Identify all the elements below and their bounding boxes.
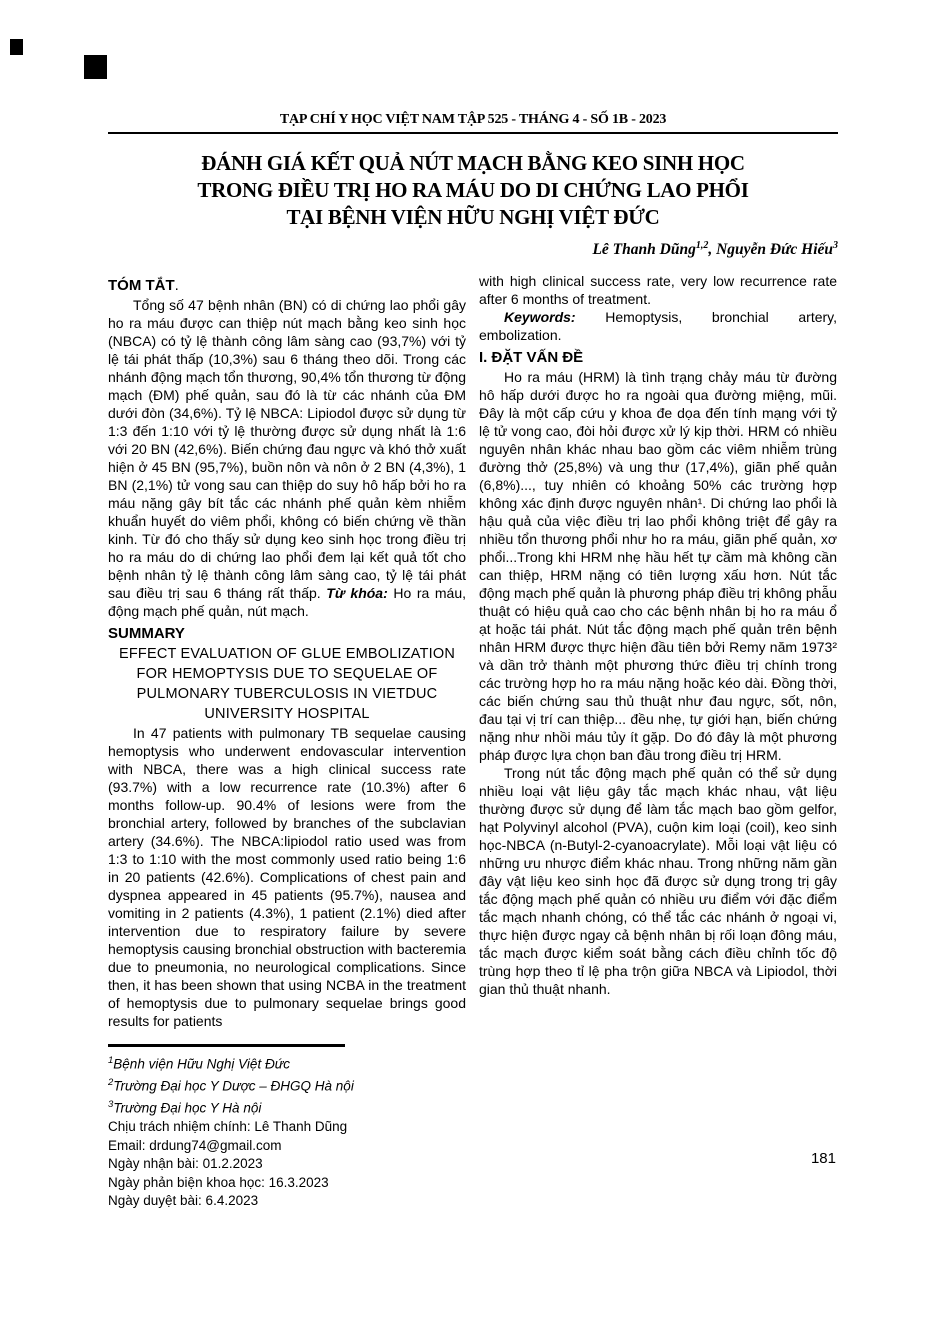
article-title-line-1: ĐÁNH GIÁ KẾT QUẢ NÚT MẠCH BẰNG KEO SINH HỌC <box>201 151 745 175</box>
scan-mark-small <box>10 39 23 55</box>
abstract-vi-keywords-text: Ho ra máu, động mạch phế quản, nút mạch. <box>108 585 467 620</box>
page-number: 181 <box>810 1150 836 1167</box>
article-title-line-3: TẠI BỆNH VIỆN HỮU NGHỊ VIỆT ĐỨC <box>286 205 660 229</box>
abstract-en-continued: with high clinical success rate, very low recurrence rate after 6 months of treatment. <box>479 273 837 308</box>
affiliation-1-marker: 1 <box>108 1055 114 1067</box>
left-column <box>108 272 466 1211</box>
abstract-vi-body: Tổng số 47 bệnh nhân (BN) có di chứng lao phổi gây ho ra máu được can thiệp nút mạch bằng keo sinh học (NBCA) có tỷ lệ thành công lâm sàng cao (93,7%) với tỷ lệ tái phát thấp (10,3%) sau 6 tháng theo dõi. Trong các nhánh động mạch tổn thương, 90,4% tổn thương từ động mạch (ĐM) phế quản, sau đó là từ các nhánh của ĐM dưới đòn (34,6%). Tỷ lệ NBCA: Lipiodol được sử dụng từ 1:3 đến 1:10 với tỷ lệ thường được sử dụng nhất là 1:6 với 20 BN (42,6%). Biến chứng đau ngực và khó thở xuất hiện ở 45 BN (95,7%), buồn nôn và nôn ở 2 BN (4,3%), 1 BN (2,1%) tử vong sau can thiệp do suy hô hấp bởi ho ra máu nặng gây bít tắc các nhánh phế quản kèm nhiễm khuẩn huyết do viêm phổi, không có biến chứng về thần kinh. Từ đó cho thấy sử dụng keo sinh học trong điều trị ho ra máu do di chứng lao phổi đem lại kết quả tốt cho bệnh nhân tỷ lệ thành công lâm sàng cao, tỷ lệ tái phát sau điều trị sau 6 tháng rất thấp. <box>108 297 466 602</box>
abstract-vi-heading-period: . <box>174 277 179 295</box>
abstract-en-paragraph: In 47 patients with pulmonary TB sequelae causing hemoptysis who underwent endovascular intervention with NBCA, there was a high clinical success rate (93.7%) with a low recurrence rate (10.3%) after 6 months follow-up. 90.4% of lesions were from the bronchial artery, followed by branches of the subclavian artery (34.6%). The NBCA:lipiodol ratio used was from 1:3 to 1:10 with the most commonly used ratio being 1:6 in 20 patients (42.6%). Complications of chest pain and dyspnea appeared in 45 patients (95.7%), nausea and vomiting in 2 patients (4.3%), 1 patient (2.1%) died after intervention due to respiratory failure by severe hemoptysis causing bronchial obstruction with bacteremia due to pneumonia, no neurological complications. Since then, it has been shown that using NCBA in the treatment of hemoptysis due to pulmonary sequelae brings good results for patients <box>108 725 466 1030</box>
author-2-affiliation-marker: 3 <box>833 240 838 251</box>
corresponding-author-line: Chịu trách nhiệm chính: Lê Thanh Dũng <box>108 1119 348 1135</box>
introduction-paragraph-1: Ho ra máu (HRM) là tình trạng chảy máu từ đường hô hấp dưới được ho ra ngoài qua đường miệng, mũi. Đây là một cấp cứu y khoa đe dọa đến tính mạng với tỷ lệ tử vong cao, đòi hỏi được xử lý kịp thời. HRM có nhiều nguyên nhân khác nhau bao gồm các viêm nhiễm trùng đường thở (25,8%) và ung thư (17,4%), giãn phế quản (6,8%)..., tuy nhiên có khoảng 50% các trường hợp không xác định được nguyên nhân¹. Di chứng lao phổi là hậu quả của việc điều trị lao phổi không triệt để gây ra nhiều tổn thương phổi như ho ra máu, giãn phế quản, xơ phổi...Trong khi HRM nhẹ hầu hết tự cầm mà không cần can thiệp, HRM nặng có tiên lượng xấu hơn. Nút tắc động mạch phế quản là phương pháp điều trị không phẫu thuật có hiệu quả cao cho các bệnh nhân bị ho ra máu ổ ạt hoặc tái phát. Nút tắc động mạch phế quản trên bệnh nhân HRM được thực hiện đầu tiên bởi Remy năm 1973² và dần trở thành một phương thức điều trị chính trong các trường hợp ho ra máu nặng hoặc kéo dài. Đồng thời, các biến chứng sau thủ thuật như đau ngực, sốt, nôn, đau tại vị trí can thiệp... đều nhẹ, tự giới hạn, biến chứng nặng như nhồi máu tủy ít gặp. Do đó đây là một phương pháp được lựa chọn ban đầu trong điều trị HRM. <box>479 369 837 764</box>
abstract-en-keywords-paragraph <box>479 308 837 344</box>
footnote-rule <box>108 1044 345 1047</box>
abstract-vi-keywords-label: Từ khóa: <box>326 585 388 602</box>
reviewed-date-line: Ngày phản biện khoa học: 16.3.2023 <box>108 1174 329 1190</box>
email-line: Email: drdung74@gmail.com <box>108 1137 282 1153</box>
introduction-heading: I. ĐẶT VẤN ĐỀ <box>479 349 584 367</box>
summary-heading-text: SUMMARY <box>108 625 185 643</box>
affiliation-3-marker: 3 <box>108 1099 114 1111</box>
english-title: EFFECT EVALUATION OF GLUE EMBOLIZATION FOR HEMOPTYSIS DUE TO SEQUELAE OF PULMONARY TUBERCULOSIS IN VIETDUC UNIVERSITY HOSPITAL <box>118 646 456 723</box>
authors-line <box>108 240 838 259</box>
affiliation-3-text: Trường Đại học Y Hà nội <box>113 1100 262 1116</box>
two-column-body <box>108 272 838 1211</box>
affiliation-2-text: Trường Đại học Y Dược – ĐHGQ Hà nội <box>113 1078 354 1094</box>
abstract-vi-paragraph <box>108 296 466 620</box>
accepted-date-line: Ngày duyệt bài: 6.4.2023 <box>108 1193 259 1209</box>
abstract-vi-heading-text: TÓM TẮT <box>108 277 175 295</box>
affiliation-2-marker: 2 <box>108 1077 114 1089</box>
affiliation-1-text: Bệnh viện Hữu Nghị Việt Đức <box>113 1056 290 1072</box>
affiliation-3 <box>108 1096 466 1118</box>
journal-header <box>108 112 838 134</box>
abstract-en-keywords-text: Hemoptysis, bronchial artery, embolization. <box>479 309 838 344</box>
affiliation-1 <box>108 1052 466 1074</box>
page-content <box>108 0 838 1211</box>
abstract-en-keywords-label: Keywords: <box>504 309 576 326</box>
article-title <box>108 150 838 231</box>
author-1-name: Lê Thanh Dũng <box>592 241 696 259</box>
article-title-line-2: TRONG ĐIỀU TRỊ HO RA MÁU DO DI CHỨNG LAO PHỔI <box>197 178 749 202</box>
scan-mark-large <box>84 55 107 79</box>
footnote-block <box>108 1044 466 1211</box>
received-date-line: Ngày nhận bài: 01.2.2023 <box>108 1156 263 1172</box>
journal-header-text: TẠP CHÍ Y HỌC VIỆT NAM TẬP 525 - THÁNG 4 - SỐ 1B - 2023 <box>279 112 667 127</box>
authors-separator: , <box>708 241 717 259</box>
introduction-paragraph-2: Trong nút tắc động mạch phế quản có thể sử dụng nhiều loại vật liệu gây tắc mạch khác nhau, vật liệu thường được sử dụng để làm tắc mạch bao gồm gelfor, hạt Polyvinyl alcohol (PVA), cuộn kim loại (coil), keo sinh học-NBCA (n-Butyl-2-cyanoacrylate). Mỗi loại vật liệu có những ưu nhược điểm khác nhau. Trong những năm gần đây vật liệu keo sinh học đã được sử dụng trong trị gây tắc động mạch phế quản có nhiều ưu điểm với đặc điểm tắc mạch nhanh chóng, có thể tắc các nhánh ở ngoại vi, thực hiện được ngay cả bệnh nhân bị rối loạn đông máu, tắc mạch được kiểm soát bằng cách điều chỉnh tốc độ trùng hợp theo tỉ lệ pha trộn giữa NBCA và Lipiodol, thời gian thủ thuật nhanh. <box>479 765 837 998</box>
right-column <box>479 272 837 1211</box>
abstract-vi-heading <box>108 276 466 295</box>
summary-heading <box>108 624 466 643</box>
affiliation-2 <box>108 1074 466 1096</box>
author-1-affiliation-marker: 1,2 <box>695 240 709 251</box>
author-2-name: Nguyễn Đức Hiếu <box>716 241 833 259</box>
